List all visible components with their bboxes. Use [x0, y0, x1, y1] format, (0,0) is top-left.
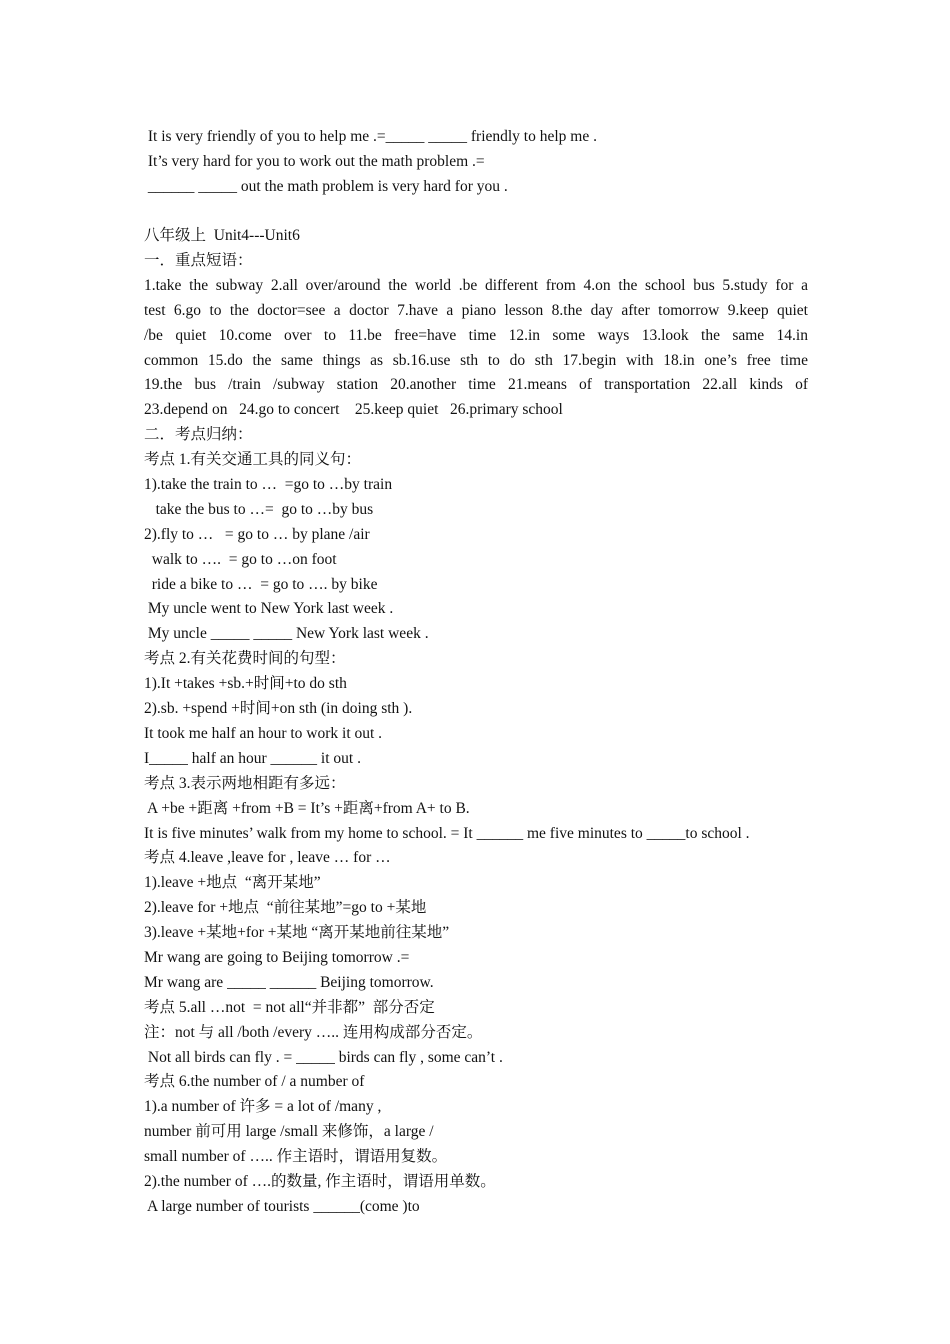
- text-line: walk to …. = go to …on foot: [144, 551, 337, 568]
- text-line: 1).a number of 许多 = a lot of /many ,: [144, 1098, 382, 1115]
- text-line: It is very friendly of you to help me .=_____ _____ friendly to help me .: [144, 128, 597, 145]
- text-line: 1).It +takes +sb.+时间+to do sth: [144, 675, 347, 692]
- text-line: 1).leave +地点 “离开某地”: [144, 874, 321, 891]
- text-line: test 6.go to the doctor=see a doctor 7.have a piano lesson 8.the day after tomorrow 9.keep quiet: [144, 302, 808, 319]
- text-line: 1.take the subway 2.all over/around the world .be different from 4.on the school bus 5.study for a: [144, 277, 808, 294]
- point-heading: 考点 3.表示两地相距有多远：: [144, 775, 346, 792]
- text-line: number 前可用 large /small 来修饰，a large /: [144, 1123, 434, 1140]
- text-line: ______ _____ out the math problem is very hard for you .: [144, 178, 508, 195]
- point-heading: 考点 4.leave ,leave for , leave … for …: [144, 849, 391, 866]
- text-line: 3).leave +某地+for +某地 “离开某地前往某地”: [144, 924, 450, 941]
- text-line: My uncle went to New York last week .: [144, 600, 394, 617]
- text-line: My uncle _____ _____ New York last week .: [144, 625, 429, 642]
- section-heading: 八年级上 Unit4---Unit6: [144, 227, 300, 244]
- point-heading: 考点 5.all …not = not all“并非都” 部分否定: [144, 999, 435, 1016]
- point-heading: 考点 2.有关花费时间的句型：: [144, 650, 346, 667]
- text-line: Mr wang are going to Beijing tomorrow .=: [144, 949, 410, 966]
- text-line: 2).fly to … = go to … by plane /air: [144, 526, 370, 543]
- text-line: A +be +距离 +from +B = It’s +距离+from A+ to B.: [144, 800, 470, 817]
- text-line: Not all birds can fly . = _____ birds can fly , some can’t .: [144, 1049, 503, 1066]
- text-line: Mr wang are _____ ______ Beijing tomorrow.: [144, 974, 434, 991]
- text-line: 19.the bus /train /subway station 20.another time 21.means of transportation 22.all kinds of: [144, 376, 808, 393]
- text-line: 2).the number of ….的数量, 作主语时，谓语用单数。: [144, 1173, 496, 1190]
- text-line: small number of ….. 作主语时，谓语用复数。: [144, 1148, 448, 1165]
- text-line: It’s very hard for you to work out the math problem .=: [144, 153, 485, 170]
- text-line: common 15.do the same things as sb.16.use sth to do sth 17.begin with 18.in one’s free time: [144, 352, 808, 369]
- text-line: 2).leave for +地点 “前往某地”=go to +某地: [144, 899, 427, 916]
- text-line: 23.depend on 24.go to concert 25.keep quiet 26.primary school: [144, 401, 563, 418]
- text-line: take the bus to …= go to …by bus: [144, 501, 374, 518]
- text-line: 注：not 与 all /both /every ….. 连用构成部分否定。: [144, 1024, 483, 1041]
- text-line: It is five minutes’ walk from my home to school. = It ______ me five minutes to _____to school .: [144, 825, 750, 842]
- text-line: 2).sb. +spend +时间+on sth (in doing sth ).: [144, 700, 413, 717]
- text-line: 1).take the train to … =go to …by train: [144, 476, 393, 493]
- section-heading: 二．考点归纳：: [144, 426, 253, 443]
- text-line: I_____ half an hour ______ it out .: [144, 750, 361, 767]
- section-heading: 一．重点短语：: [144, 252, 253, 269]
- text-line: ride a bike to … = go to …. by bike: [144, 576, 378, 593]
- text-line: /be quiet 10.come over to 11.be free=have time 12.in some ways 13.look the same 14.in: [144, 327, 808, 344]
- text-line: A large number of tourists ______(come )to: [144, 1198, 420, 1215]
- point-heading: 考点 1.有关交通工具的同义句：: [144, 451, 362, 468]
- text-line: It took me half an hour to work it out .: [144, 725, 383, 742]
- point-heading: 考点 6.the number of / a number of: [144, 1073, 365, 1090]
